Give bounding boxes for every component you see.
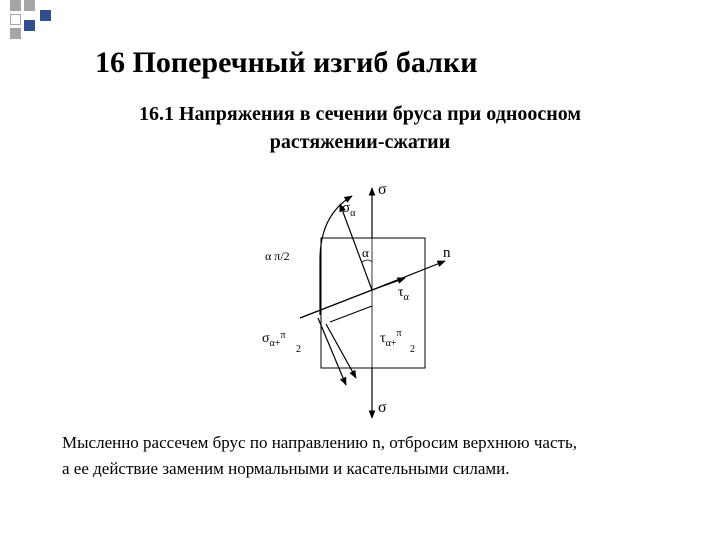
body-line-1: Мысленно рассечем брус по направлению n, отбросим верхнюю часть, (62, 433, 577, 452)
square-blue-2 (24, 20, 35, 31)
subtitle-line-1: 16.1 Напряжения в сечении бруса при одноосном (138, 103, 581, 125)
tau-alpha-pi2-arrow (330, 306, 372, 322)
square-gray-3 (10, 28, 21, 39)
label-sigma-bottom: σ (378, 399, 387, 416)
subtitle-line-2: растяжении-сжатии (269, 131, 451, 153)
label-alpha-inner: α (362, 245, 369, 260)
square-gray-1 (10, 0, 21, 11)
square-blue-1 (40, 10, 51, 21)
body-text (62, 430, 702, 482)
body-line-2: а ее действие заменим нормальными и касательными силами. (62, 459, 510, 478)
label-sigma-top: σ (378, 181, 387, 198)
sigma-alpha-pi2-arrow (326, 324, 356, 378)
slide-title: 16 Поперечный изгиб балки (95, 46, 478, 79)
label-two-left: 2 (296, 344, 301, 355)
slide-subtitle (0, 100, 720, 156)
label-tau-alpha: $\tau_\alpha$ (398, 285, 409, 303)
inclined-section-line (300, 290, 372, 318)
decorative-squares (0, 0, 60, 40)
square-gray-2 (24, 0, 35, 11)
label-two-right: 2 (410, 344, 415, 355)
label-sigma-alpha: $\sigma_\alpha$ (342, 200, 356, 219)
label-n: n (443, 245, 451, 261)
angle-alpha-arc (362, 260, 372, 262)
stress-diagram (255, 180, 465, 420)
label-tau-alpha-pi2: $\tau_{\alpha+}^\pi$ (380, 328, 402, 349)
label-alpha-pi2: α π/2 (265, 249, 290, 263)
square-white-1 (10, 14, 21, 25)
label-sigma-alpha-pi2: $\sigma_{\alpha+}^\pi$ (262, 330, 286, 349)
